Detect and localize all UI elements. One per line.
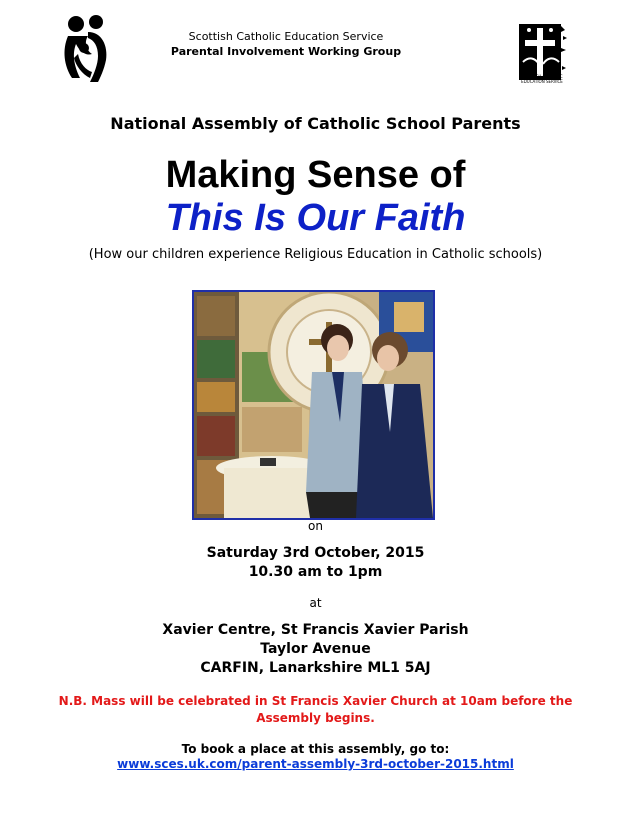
booking-link[interactable]: www.sces.uk.com/parent-assembly-3rd-october-2015.html — [117, 757, 514, 771]
students-presenting-image — [194, 292, 433, 518]
mass-notice-line-1: N.B. Mass will be celebrated in St Francis Xavier Church at 10am before the — [58, 694, 573, 708]
assembly-heading: National Assembly of Catholic School Parents — [110, 114, 521, 133]
title-line-2: This Is Our Faith — [165, 197, 466, 239]
parent-child-logo — [62, 14, 110, 84]
at-label: at — [309, 596, 322, 610]
working-group-name: Parental Involvement Working Group — [170, 45, 402, 58]
booking-prompt: To book a place at this assembly, go to: — [181, 742, 450, 756]
event-time: 10.30 am to 1pm — [248, 564, 383, 580]
event-subtitle: (How our children experience Religious Education in Catholic schools) — [88, 247, 543, 262]
mass-notice-line-2: Assembly begins. — [256, 711, 375, 725]
venue-line-3: CARFIN, Lanarkshire ML1 5AJ — [200, 660, 431, 676]
org-name: Scottish Catholic Education Service — [188, 30, 384, 43]
venue-line-1: Xavier Centre, St Francis Xavier Parish — [162, 622, 469, 638]
title-line-1: Making Sense of — [165, 154, 466, 196]
on-label: on — [308, 519, 323, 533]
venue-line-2: Taylor Avenue — [260, 641, 371, 657]
event-date: Saturday 3rd October, 2015 — [206, 545, 425, 561]
sces-emblem-caption: SCOTTISH CATHOLIC EDUCATION SERVICE — [521, 74, 563, 84]
event-photo — [192, 290, 435, 520]
